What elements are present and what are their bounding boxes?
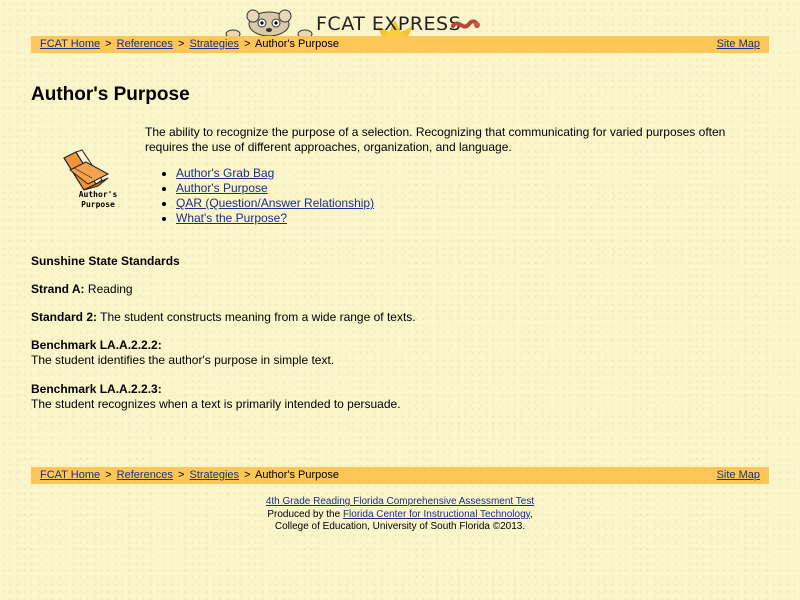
breadcrumb-current: Author's Purpose — [254, 38, 340, 50]
intro-text: The ability to recognize the purpose of a selection. Recognizing that communicating for varied purposes often requires the use of different approaches, organization, and language. — [145, 125, 726, 154]
breadcrumb-separator: > — [178, 469, 185, 481]
book-caption — [70, 190, 126, 210]
book-caption-line: Author's — [78, 190, 118, 199]
fcat-test-link[interactable]: 4th Grade Reading Florida Comprehensive Assessment Test — [265, 496, 535, 507]
site-banner — [225, 8, 485, 38]
standard-value: The student constructs meaning from a wide range of texts. — [100, 310, 416, 324]
book-caption-line: Purpose — [81, 200, 115, 209]
list-item — [176, 166, 374, 181]
breadcrumb-separator: > — [244, 469, 251, 481]
footer-line — [0, 509, 800, 522]
benchmark-block — [31, 382, 401, 412]
list-item — [176, 181, 374, 196]
college-text: College of Education, University of South Florida ©2013. — [274, 521, 526, 532]
benchmark-text: The student identifies the author's purpose in simple text. — [31, 353, 335, 367]
page-title: Author's Purpose — [31, 84, 190, 105]
worm-icon — [451, 14, 481, 34]
breadcrumb — [40, 36, 339, 53]
authors-grab-bag-link[interactable]: Author's Grab Bag — [176, 166, 275, 180]
list-item — [176, 211, 374, 226]
footer — [0, 496, 800, 534]
breadcrumb-references-link[interactable]: References — [116, 38, 173, 50]
benchmark-label: Benchmark LA.A.2.2.3: — [31, 382, 162, 396]
benchmark-label: Benchmark LA.A.2.2.2: — [31, 338, 162, 352]
bottom-navbar — [31, 467, 769, 484]
breadcrumb-separator: > — [244, 38, 251, 50]
breadcrumb-separator: > — [105, 38, 112, 50]
standards-heading-text: Sunshine State Standards — [31, 254, 180, 268]
standards-heading — [31, 254, 180, 269]
strand-label: Strand A: — [31, 282, 85, 296]
standard-line — [31, 310, 416, 325]
breadcrumb-fcat-home-link[interactable]: FCAT Home — [40, 469, 101, 481]
authors-purpose-link[interactable]: Author's Purpose — [176, 181, 268, 195]
benchmark-block — [31, 338, 334, 368]
breadcrumb-strategies-link[interactable]: Strategies — [189, 38, 240, 50]
qar-link[interactable]: QAR (Question/Answer Relationship) — [176, 196, 375, 210]
breadcrumb-references-link[interactable]: References — [116, 469, 173, 481]
benchmark-text: The student recognizes when a text is primarily intended to persuade. — [31, 397, 401, 411]
strategy-links-list — [145, 166, 374, 226]
footer-comma: , — [529, 508, 533, 520]
breadcrumb-strategies-link[interactable]: Strategies — [189, 469, 240, 481]
footer-line — [0, 496, 800, 509]
breadcrumb-fcat-home-link[interactable]: FCAT Home — [40, 38, 101, 50]
breadcrumb-current: Author's Purpose — [254, 469, 340, 481]
site-brand: FCAT EXPRESS — [316, 13, 462, 35]
top-navbar — [31, 36, 769, 53]
breadcrumb — [40, 467, 339, 484]
strand-value: Reading — [87, 282, 133, 296]
breadcrumb-separator: > — [105, 469, 112, 481]
whats-the-purpose-link[interactable]: What's the Purpose? — [176, 211, 288, 225]
strand-line — [31, 282, 133, 297]
site-map-link[interactable]: Site Map — [716, 469, 760, 481]
site-map-link[interactable]: Site Map — [716, 38, 760, 50]
fcit-link[interactable]: Florida Center for Instructional Technology — [342, 508, 530, 520]
list-item — [176, 196, 374, 211]
produced-by-text: Produced by the — [267, 508, 341, 520]
mascot-icon — [225, 8, 313, 38]
breadcrumb-separator: > — [178, 38, 185, 50]
footer-line — [0, 521, 800, 534]
standard-label: Standard 2: — [31, 310, 98, 324]
